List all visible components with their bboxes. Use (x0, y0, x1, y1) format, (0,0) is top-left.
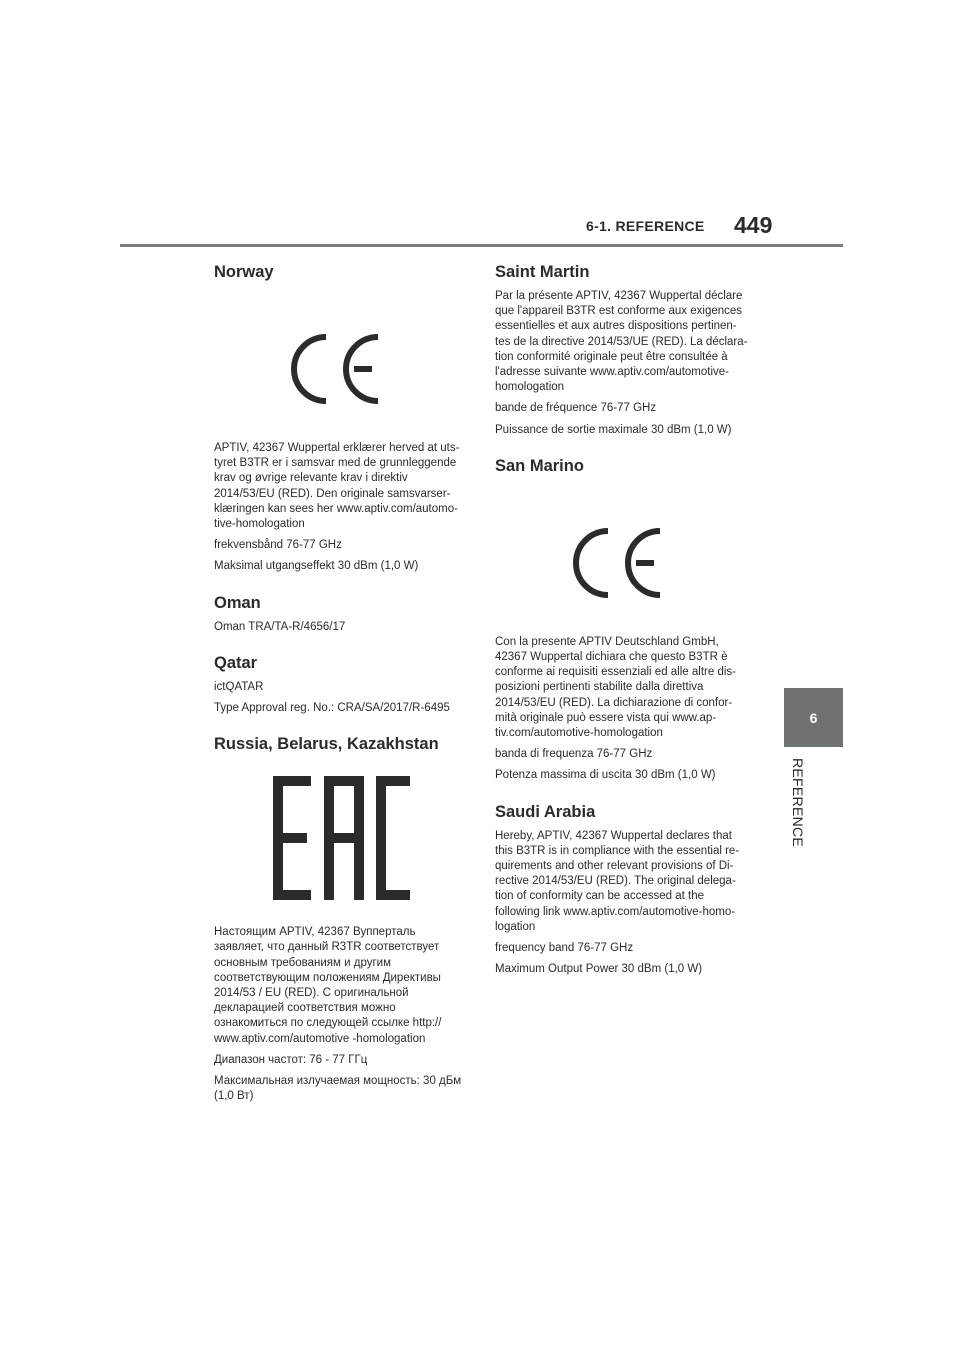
section-title: 6-1. REFERENCE (586, 218, 705, 234)
saudi-arabia-power: Maximum Output Power 30 dBm (1,0 W) (495, 963, 703, 976)
norway-band: frekvensbånd 76-77 GHz (214, 539, 342, 552)
section-san-marino (495, 456, 748, 784)
saint-martin-body: Par la présente APTIV, 42367 Wuppertal déclare que l'appareil B3TR est conforme aux exigences essentielles et aux autres dispositions pertinen-tes de la directive 2014/53/UE (RED). La déclara-tion conformité originale peut être consultée à l'adresse suivante www.aptiv.com/automotive-homologation (495, 290, 748, 394)
saint-martin-power: Puissance de sortie maximale 30 dBm (1,0 W) (495, 423, 732, 436)
saudi-arabia-body: Hereby, APTIV, 42367 Wuppertal declares that this B3TR is in compliance with the essential re-quirements and other relevant provisions of Di-rective 2014/53/EU (RED). The original delega-tion of conformity can be accessed at the following link www.aptiv.com/automotive-homo-logation (495, 829, 740, 933)
norway-heading: Norway (214, 263, 274, 281)
qatar-line1: ictQATAR (214, 680, 264, 693)
san-marino-body: Con la presente APTIV Deutschland GmbH, 42367 Wuppertal dichiara che questo B3TR è conforme ai requisiti essenziali ed alle altre dis-posizioni pertinenti stabilite dalla direttiva 2014/53/EU (RED). La dichiarazione di confor-mità originale può essere vista qui www.ap-tiv.com/automotive-homologation (495, 635, 736, 740)
qatar-heading: Qatar (214, 653, 258, 672)
header-divider (120, 244, 843, 247)
section-saudi-arabia (495, 802, 748, 978)
section-oman (214, 593, 466, 635)
oman-body: Oman TRA/TA-R/4656/17 (214, 620, 346, 633)
norway-power: Maksimal utgangseffekt 30 dBm (1,0 W) (214, 560, 419, 573)
ce-mark-icon (214, 289, 466, 419)
san-marino-power: Potenza massima di uscita 30 dBm (1,0 W) (495, 769, 716, 782)
saudi-arabia-heading: Saudi Arabia (495, 802, 596, 821)
section-norway (214, 262, 466, 575)
saudi-arabia-band: frequency band 76-77 GHz (495, 942, 634, 955)
chapter-tab[interactable] (784, 688, 843, 747)
russia-body: Настоящим APTIV, 42367 Вупперталь заявляет, что данный R3TR соответствует основным требованиям и другим соответствующим положениям Директивы 2014/53 / EU (RED). С оригинальной декларацией соответствия можно ознакомиться по следующей ссылке http:// www.aptiv.com/automotive -homologation (214, 926, 442, 1045)
section-russia (214, 734, 466, 1104)
russia-heading: Russia, Belarus, Kazakhstan (214, 735, 439, 754)
left-column (214, 262, 466, 1110)
chapter-number: 6 (809, 709, 818, 726)
russia-power: Максимальная излучаемая мощность: 30 дБм (1,0 Вт) (214, 1075, 462, 1103)
right-column (495, 262, 748, 983)
eac-mark-icon (214, 761, 466, 911)
section-qatar (214, 653, 466, 716)
russia-band: Диапазон частот: 76 - 77 ГГц (214, 1053, 368, 1066)
norway-body: APTIV, 42367 Wuppertal erklærer herved at uts-tyret B3TR er i samsvar med de grunnleggende krav og øvrige relevante krav i direktiv 2014/53/EU (RED). Den originale samsvarser-klæringen kan sees her www.aptiv.com/automo-tive-homologation (214, 442, 460, 531)
section-saint-martin (495, 262, 748, 438)
page-number: 449 (734, 212, 773, 238)
saint-martin-heading: Saint Martin (495, 263, 590, 281)
oman-heading: Oman (214, 593, 261, 612)
qatar-line2: Type Approval reg. No.: CRA/SA/2017/R-6495 (214, 702, 450, 715)
chapter-label: REFERENCE (790, 758, 806, 848)
san-marino-heading: San Marino (495, 456, 584, 475)
san-marino-band: banda di frequenza 76-77 GHz (495, 748, 653, 761)
saint-martin-band: bande de fréquence 76-77 GHz (495, 402, 657, 415)
ce-mark-icon (495, 483, 748, 613)
